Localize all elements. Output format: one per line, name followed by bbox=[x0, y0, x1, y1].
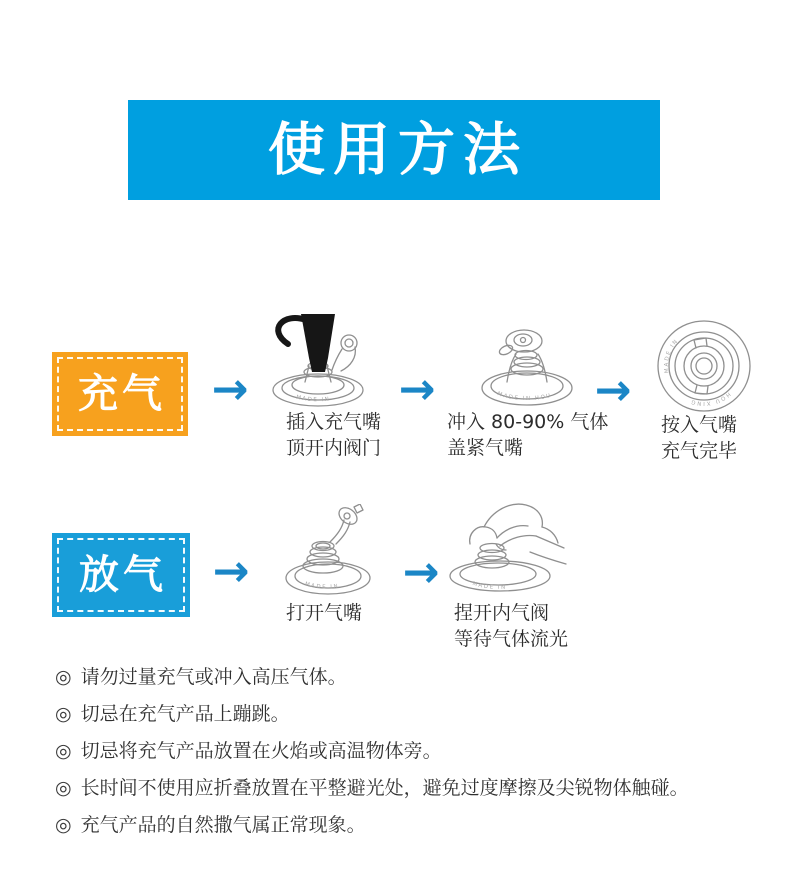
engraving-text: MADE IN bbox=[663, 337, 680, 374]
inflate-label-box bbox=[52, 352, 188, 436]
caption-line: 插入充气嘴 bbox=[286, 411, 382, 433]
step-caption bbox=[447, 409, 608, 461]
list-item bbox=[55, 813, 755, 837]
engraving-text: MADE IN bbox=[471, 580, 507, 591]
section-title-banner bbox=[128, 100, 660, 200]
bullet-icon: ◎ bbox=[55, 777, 72, 799]
inflate-label: 充气 bbox=[78, 371, 166, 417]
list-item bbox=[55, 776, 755, 800]
usage-notes-list bbox=[55, 665, 755, 850]
caption-line: 充气完毕 bbox=[661, 440, 738, 462]
engraving-text: MADE IN bbox=[304, 581, 340, 591]
caption-line: 打开气嘴 bbox=[286, 602, 363, 624]
svg-text:MADE IN bbox=[304, 581, 340, 590]
inflate-step2-illustration bbox=[476, 324, 578, 410]
list-item bbox=[55, 665, 755, 689]
svg-text:MADE IN bbox=[295, 395, 330, 404]
flow-arrow-icon: → bbox=[211, 364, 249, 415]
note-text: 切忌在充气产品上蹦跳。 bbox=[80, 703, 290, 725]
inflate-step1-illustration bbox=[263, 314, 375, 410]
caption-line: 冲入 80-90% 气体 bbox=[447, 411, 609, 433]
flow-arrow-icon: → bbox=[398, 364, 436, 415]
caption-line: 捏开内气阀 bbox=[454, 602, 550, 624]
note-text: 充气产品的自然撒气属正常现象。 bbox=[80, 814, 366, 836]
caption-line: 盖紧气嘴 bbox=[447, 437, 524, 459]
engraving-text: MADE IN HOU bbox=[496, 391, 553, 403]
deflate-step2-illustration bbox=[438, 498, 578, 600]
engraving-text: MADE IN bbox=[295, 394, 331, 404]
step-caption bbox=[454, 600, 568, 652]
caption-line: 等待气体流光 bbox=[454, 628, 569, 650]
bullet-icon: ◎ bbox=[55, 666, 72, 688]
deflate-label: 放气 bbox=[79, 552, 167, 598]
svg-text:MADE IN HOU bbox=[496, 391, 552, 402]
deflate-label-box bbox=[52, 533, 190, 617]
caption-line: 按入气嘴 bbox=[661, 414, 738, 436]
step-caption bbox=[286, 600, 362, 626]
engraving-text: HOU XING bbox=[689, 390, 732, 407]
flow-arrow-icon: → bbox=[594, 365, 632, 416]
bullet-icon: ◎ bbox=[55, 703, 72, 725]
note-text: 请勿过量充气或冲入高压气体。 bbox=[80, 666, 347, 688]
page-title: 使用方法 bbox=[268, 116, 528, 183]
inflate-step3-illustration bbox=[648, 318, 760, 414]
deflate-step1-illustration bbox=[276, 504, 384, 600]
note-text: 长时间不使用应折叠放置在平整避光处，避免过度摩擦及尖锐物体触碰。 bbox=[80, 777, 689, 799]
step-caption bbox=[661, 412, 737, 464]
list-item bbox=[55, 739, 755, 763]
note-text: 切忌将充气产品放置在火焰或高温物体旁。 bbox=[80, 740, 442, 762]
caption-line: 顶开内阀门 bbox=[286, 437, 382, 459]
bullet-icon: ◎ bbox=[55, 740, 72, 762]
bullet-icon: ◎ bbox=[55, 814, 72, 836]
list-item bbox=[55, 702, 755, 726]
step-caption bbox=[286, 409, 381, 461]
flow-arrow-icon: → bbox=[212, 546, 250, 597]
flow-arrow-icon: → bbox=[402, 547, 440, 598]
